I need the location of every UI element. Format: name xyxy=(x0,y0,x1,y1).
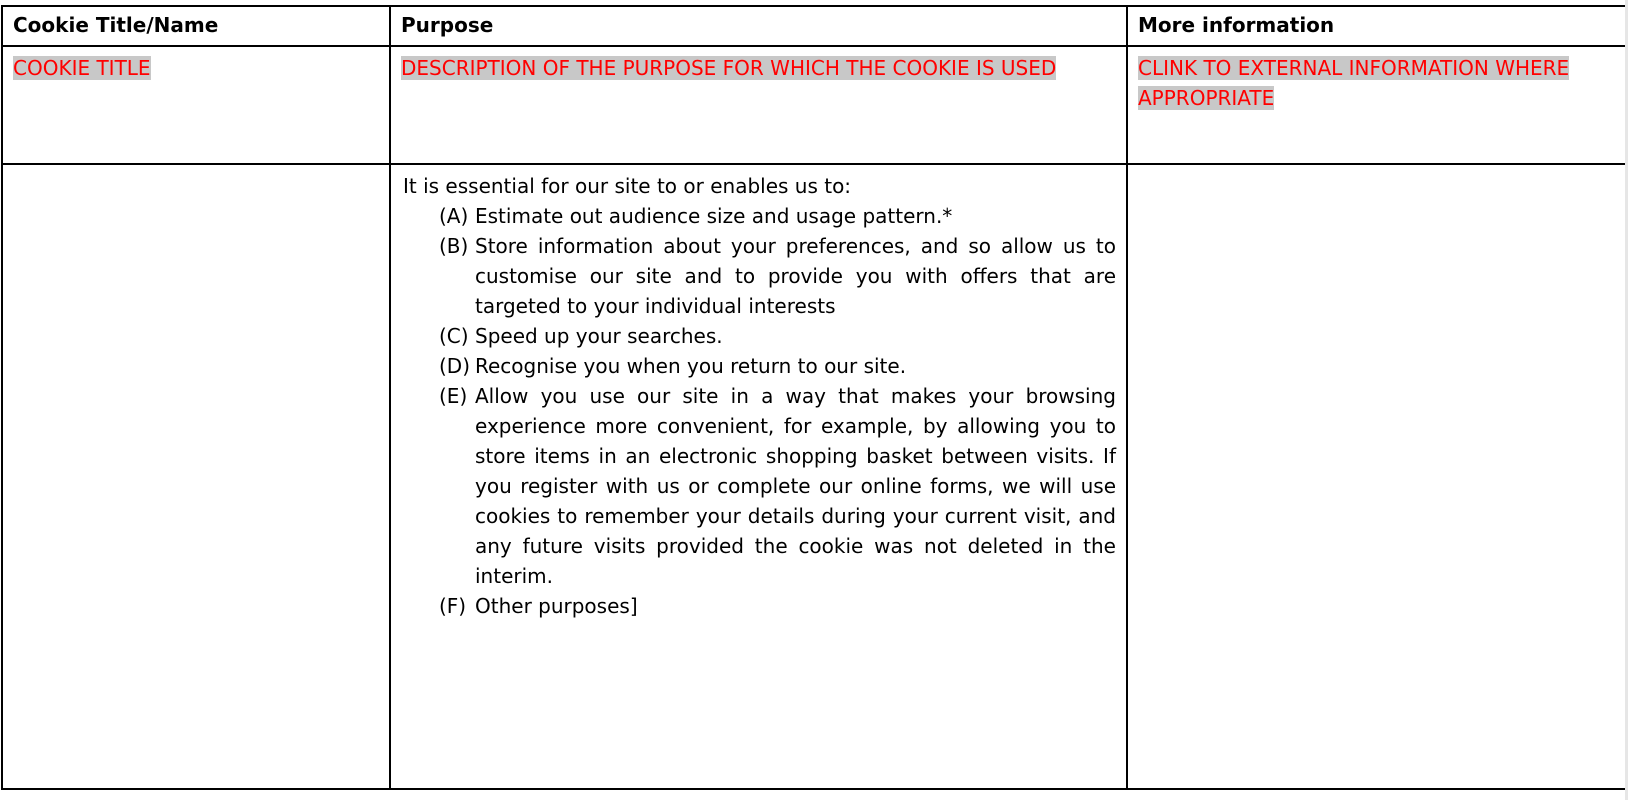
list-marker: (B) xyxy=(439,234,469,258)
list-marker: (D) xyxy=(439,354,471,378)
list-item xyxy=(403,231,1116,321)
list-marker: (F) xyxy=(439,594,467,618)
external-info-cell xyxy=(1127,46,1627,164)
list-item xyxy=(403,321,1116,351)
list-item-text: Allow you use our site in a way that makes your browsing experience more convenient, for example, by allowing you to store items in an electronic shopping basket between visits. If you register with us or complete our online forms, we will use cookies to remember your details during your current visit, and any future visits provided the cookie was not deleted in the interim. xyxy=(475,384,1116,588)
placeholder-row xyxy=(2,46,1627,164)
list-item xyxy=(403,381,1116,591)
list-item-text: Estimate out audience size and usage pattern.* xyxy=(475,204,953,228)
purpose-detail-cell xyxy=(390,164,1127,789)
empty-more-info-cell xyxy=(1127,164,1627,789)
empty-name-cell xyxy=(2,164,390,789)
purpose-description-placeholder: DESCRIPTION OF THE PURPOSE FOR WHICH THE COOKIE IS USED xyxy=(401,56,1057,80)
list-item xyxy=(403,201,1116,231)
purpose-list xyxy=(403,201,1116,621)
list-marker: (A) xyxy=(439,204,469,228)
header-more-information: More information xyxy=(1127,6,1627,46)
list-item xyxy=(403,591,1116,621)
cookie-title-placeholder: COOKIE TITLE xyxy=(13,56,151,80)
cookie-table xyxy=(1,5,1628,790)
list-item xyxy=(403,351,1116,381)
purpose-description-cell xyxy=(390,46,1127,164)
list-item-text: Other purposes] xyxy=(475,594,638,618)
cookie-title-cell xyxy=(2,46,390,164)
purpose-detail-row xyxy=(2,164,1627,789)
header-cookie-name: Cookie Title/Name xyxy=(2,6,390,46)
list-marker: (C) xyxy=(439,324,469,348)
header-purpose: Purpose xyxy=(390,6,1127,46)
list-item-text: Store information about your preferences, and so allow us to customise our site and to provide you with offers that are targeted to your individual interests xyxy=(475,234,1116,318)
purpose-intro: It is essential for our site to or enables us to: xyxy=(403,174,852,198)
list-marker: (E) xyxy=(439,384,468,408)
list-item-text: Speed up your searches. xyxy=(475,324,723,348)
external-info-link-placeholder: CLINK TO EXTERNAL INFORMATION WHERE APPROPRIATE xyxy=(1138,56,1570,110)
list-item-text: Recognise you when you return to our site. xyxy=(475,354,907,378)
header-row xyxy=(2,6,1627,46)
